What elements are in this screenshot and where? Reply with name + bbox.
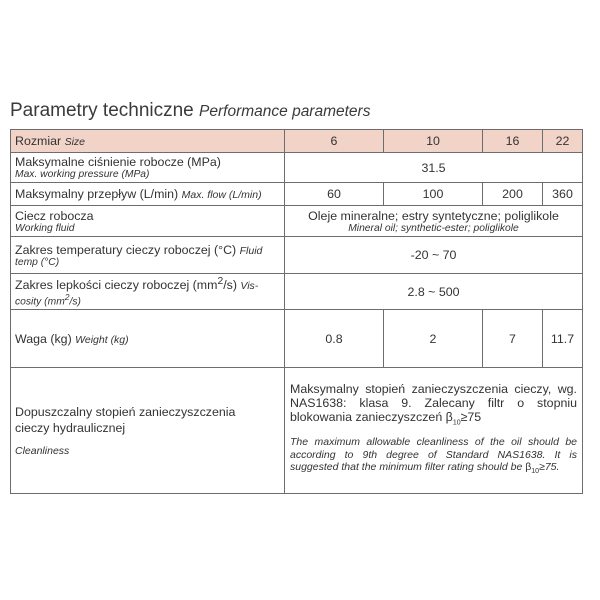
beta-pl-sub: 10: [452, 419, 461, 427]
fluid-value-en: Mineral oil; synthetic-ester; poliglikole: [348, 222, 519, 234]
size-header-label-en: Size: [64, 136, 86, 148]
cleanliness-pl-text: Maksymalny stopień zanieczyszczenia cieczy, wg. NAS1638: klasa 9. Zalecany filtr o stopniu blokowania zanieczyszczeń: [290, 381, 577, 424]
flow-label-cell: [11, 183, 285, 206]
pressure-label-cell: [11, 153, 285, 183]
cleanliness-value-pl: [290, 382, 577, 430]
beta-en-letter: β: [525, 461, 532, 474]
table-row-weight: [11, 310, 583, 368]
weight-value-22: 11.7: [543, 310, 583, 368]
viscosity-label-en-2: [15, 292, 280, 307]
beta-symbol-en: [525, 461, 540, 476]
fluid-label: Ciecz robocza: [15, 208, 94, 223]
flow-value-10: 100: [384, 183, 483, 206]
size-16-header: 16: [483, 130, 543, 153]
size-header-cell: [11, 130, 285, 153]
beta-pl-letter: β: [445, 409, 453, 424]
flow-label-en: Max. flow (L/min): [181, 189, 262, 201]
temperature-label-cell: [11, 237, 285, 274]
viscosity-en-sup: 2: [64, 292, 70, 303]
title-polish: Parametry techniczne: [10, 100, 194, 121]
flow-value-6: 60: [285, 183, 384, 206]
size-10-header: 10: [384, 130, 483, 153]
fluid-value-cell: [285, 206, 583, 237]
size-22-header: 22: [543, 130, 583, 153]
temperature-value: -20 ~ 70: [285, 237, 583, 274]
cleanliness-label-cell: [11, 368, 285, 494]
pressure-value: 31.5: [285, 153, 583, 183]
viscosity-en-part2: /s): [69, 296, 81, 308]
temperature-label: Zakres temperatury cieczy roboczej (°C): [15, 242, 237, 257]
flow-label: Maksymalny przepływ (L/min): [15, 187, 179, 201]
flow-value-16: 200: [483, 183, 543, 206]
page-title: [10, 100, 370, 122]
beta-en-sub: 10: [531, 468, 540, 476]
weight-value-16: 7: [483, 310, 543, 368]
cleanliness-label-line2: cieczy hydraulicznej: [15, 421, 126, 435]
cleanliness-pl-rating: ≥75: [460, 409, 482, 424]
temperature-label-en-1: Fluid: [239, 244, 263, 257]
cleanliness-label-line1: Dopuszczalny stopień zanieczyszczenia: [15, 405, 236, 419]
weight-value-6: 0.8: [285, 310, 384, 368]
viscosity-label-cell: [11, 274, 285, 310]
weight-value-10: 2: [384, 310, 483, 368]
weight-label-en: Weight (kg): [75, 333, 129, 346]
viscosity-value: 2.8 ~ 500: [285, 274, 583, 310]
table-row-temperature: [11, 237, 583, 274]
viscosity-en-part1: cosity (mm: [15, 296, 65, 308]
pressure-label: Maksymalne ciśnienie robocze (MPa): [15, 155, 221, 169]
title-english: Performance parameters: [199, 103, 371, 120]
table-row-fluid: [11, 206, 583, 237]
flow-value-22: 360: [543, 183, 583, 206]
viscosity-label-en-1: Vis-: [240, 280, 259, 293]
table-row-viscosity: [11, 274, 583, 310]
table-header-row: [11, 130, 583, 153]
size-6-header: 6: [285, 130, 384, 153]
viscosity-label: [15, 278, 237, 292]
cleanliness-value-en: [290, 436, 577, 479]
beta-symbol-pl: [445, 409, 461, 427]
table-row-pressure: [11, 153, 583, 183]
viscosity-label-part2: /s): [223, 278, 237, 293]
table-row-cleanliness: [11, 368, 583, 494]
fluid-value: Oleje mineralne; estry syntetyczne; poliglikole: [308, 208, 559, 223]
weight-label-cell: [11, 310, 285, 368]
fluid-label-cell: [11, 206, 285, 237]
cleanliness-value-cell: [285, 368, 583, 494]
temperature-label-en-2: temp (°C): [15, 256, 60, 268]
performance-parameters-table: [10, 129, 583, 494]
pressure-label-en: Max. working pressure (MPa): [15, 169, 150, 180]
cleanliness-en-text: The maximum allowable cleanliness of the oil should be according to 9th degree of Standard NAS1638. It is suggested that the minimum filter rating should be: [290, 436, 577, 474]
weight-label: Waga (kg): [15, 331, 72, 346]
fluid-label-en: Working fluid: [15, 222, 75, 234]
size-header-label: Rozmiar: [15, 134, 62, 148]
cleanliness-label-en: Cleanliness: [15, 445, 70, 457]
viscosity-label-sup: 2: [217, 276, 224, 288]
viscosity-label-part1: Zakres lepkości cieczy roboczej (mm: [15, 278, 218, 293]
cleanliness-en-rating: ≥75.: [539, 461, 560, 474]
table-row-flow: [11, 183, 583, 206]
